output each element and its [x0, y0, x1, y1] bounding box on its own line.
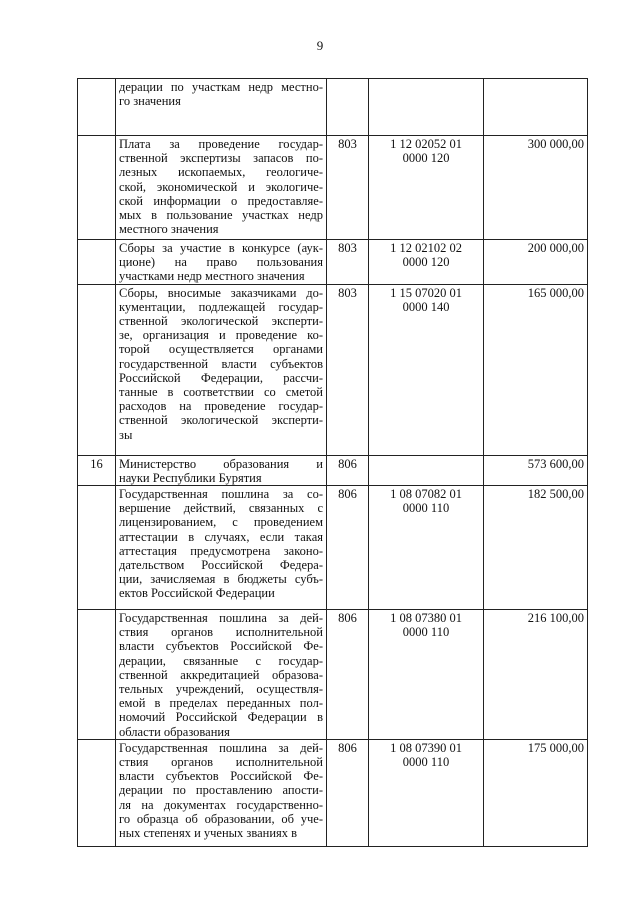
- table-row: [78, 455, 588, 485]
- revenue-name-line: науки Республики Бурятия: [119, 470, 262, 485]
- revenue-name-line: ции, зачисляемая в бюджеты субъ-: [119, 572, 323, 587]
- revenue-name-line: дательством Российской Федера-: [119, 558, 323, 573]
- revenue-name-line: зе, организация и проведение ко-: [119, 328, 323, 343]
- revenue-name-line: го значения: [119, 94, 181, 109]
- table-row: [78, 136, 588, 240]
- admin-code-cell: 803: [327, 136, 369, 240]
- revenue-name-line: аттестация предусмотрена законо-: [119, 543, 323, 558]
- revenue-name-line: ской информации о предоставляе-: [119, 193, 323, 208]
- revenue-name-line: ствия органов исполнительной: [119, 625, 323, 640]
- budget-classification-code-line: 1 08 07390 01: [390, 740, 462, 755]
- budget-classification-code-cell: [369, 486, 484, 610]
- revenue-name-line: Министерство образования и: [119, 456, 323, 471]
- amount-cell: 216 100,00: [484, 610, 588, 740]
- revenue-name-line: расходов на проведение государ-: [119, 399, 323, 414]
- budget-classification-code-line: 0000 110: [402, 755, 450, 770]
- revenue-name-cell: [116, 136, 327, 240]
- budget-classification-code-line: 1 12 02052 01: [390, 137, 462, 151]
- budget-classification-code-cell: [369, 79, 484, 136]
- revenue-name-line: кументации, подлежащей государ-: [119, 299, 323, 314]
- budget-classification-code-line: 0000 120: [402, 255, 450, 270]
- revenue-name-line: дерации по проставлению апости-: [119, 783, 323, 798]
- budget-classification-code-cell: [369, 610, 484, 740]
- revenue-name-line: Сборы, вносимые заказчиками до-: [119, 285, 323, 300]
- table-row: [78, 739, 588, 846]
- admin-code-cell: 806: [327, 486, 369, 610]
- budget-classification-code-line: 1 12 02102 02: [390, 241, 462, 255]
- revenue-name-line: Государственная пошлина за дей-: [119, 740, 323, 755]
- revenue-name-line: ектов Российской Федерации: [119, 586, 275, 601]
- row-number-cell: [78, 739, 116, 846]
- table-body: [78, 79, 588, 847]
- revenue-name-line: емой в пределах переданных пол-: [119, 696, 323, 711]
- revenue-name-line: дерации, связанные с государ-: [119, 653, 323, 668]
- admin-code-cell: [327, 79, 369, 136]
- table-row: [78, 284, 588, 455]
- revenue-name-cell: [116, 455, 327, 485]
- revenue-name-line: власти субъектов Российской Фе-: [119, 639, 323, 654]
- amount-cell: 165 000,00: [484, 284, 588, 455]
- revenue-name-line: ля на документах государственно-: [119, 797, 323, 812]
- revenue-table: [77, 78, 588, 847]
- revenue-name-line: вершение действий, связанных с: [119, 501, 323, 516]
- revenue-name-line: лицензированием, с проведением: [119, 515, 323, 530]
- budget-classification-code-line: 0000 140: [402, 299, 450, 314]
- revenue-name-line: ствия органов исполнительной: [119, 755, 323, 770]
- revenue-name-line: Государственная пошлина за дей-: [119, 611, 323, 626]
- revenue-name-line: ственной экологической эксперти-: [119, 413, 323, 428]
- table-row: [78, 486, 588, 610]
- revenue-name-line: ственной экологической эксперти-: [119, 314, 323, 329]
- admin-code-cell: 803: [327, 240, 369, 285]
- budget-classification-code-line: 0000 110: [402, 501, 450, 516]
- row-number-cell: [78, 240, 116, 285]
- revenue-name-line: ных степенях и ученых званиях в: [119, 826, 298, 841]
- table-row: [78, 240, 588, 285]
- row-number-cell: 16: [78, 455, 116, 485]
- revenue-name-line: Государственная пошлина за со-: [119, 487, 323, 502]
- table-row: [78, 79, 588, 136]
- amount-cell: 175 000,00: [484, 739, 588, 846]
- admin-code-cell: 806: [327, 455, 369, 485]
- revenue-name-line: тельных учреждений, осуществля-: [119, 682, 323, 697]
- revenue-name-line: Российской Федерации, рассчи-: [119, 370, 323, 385]
- admin-code-cell: 803: [327, 284, 369, 455]
- revenue-name-line: дерации по участкам недр местно-: [119, 80, 323, 94]
- revenue-name-cell: [116, 739, 327, 846]
- budget-classification-code-line: 1 08 07380 01: [390, 611, 462, 626]
- revenue-name-line: области образования: [119, 724, 230, 739]
- amount-cell: 182 500,00: [484, 486, 588, 610]
- budget-classification-code-cell: [369, 739, 484, 846]
- revenue-name-cell: [116, 486, 327, 610]
- page-number: 9: [316, 38, 324, 53]
- revenue-name-line: ской, экономической и экологиче-: [119, 179, 323, 194]
- row-number-cell: [78, 79, 116, 136]
- admin-code-cell: 806: [327, 610, 369, 740]
- revenue-name-line: торой осуществляется органами: [119, 342, 323, 357]
- revenue-name-line: ственной аккредитацией образова-: [119, 667, 323, 682]
- row-number-cell: [78, 610, 116, 740]
- budget-classification-code-cell: [369, 136, 484, 240]
- revenue-name-line: ционе) на право пользования: [119, 255, 323, 270]
- revenue-name-line: номочий Российской Федерации в: [119, 710, 323, 725]
- budget-classification-code-cell: [369, 455, 484, 485]
- revenue-name-line: Сборы за участие в конкурсе (аук-: [119, 241, 323, 255]
- amount-cell: 573 600,00: [484, 455, 588, 485]
- revenue-name-line: местного значения: [119, 222, 219, 237]
- budget-classification-code-line: 1 08 07082 01: [390, 487, 462, 502]
- revenue-name-line: го образца об образовании, об уче-: [119, 811, 323, 826]
- revenue-name-line: власти субъектов Российской Фе-: [119, 769, 323, 784]
- revenue-name-line: лезных ископаемых, геологиче-: [119, 165, 323, 180]
- revenue-name-line: зы: [119, 427, 133, 442]
- budget-classification-code-line: 0000 120: [402, 151, 450, 166]
- row-number-cell: [78, 284, 116, 455]
- table-row: [78, 610, 588, 740]
- revenue-name-line: Плата за проведение государ-: [119, 137, 323, 151]
- amount-cell: 200 000,00: [484, 240, 588, 285]
- revenue-name-cell: [116, 240, 327, 285]
- revenue-name-cell: [116, 610, 327, 740]
- revenue-name-line: мых в пользование участках недр: [119, 208, 323, 223]
- budget-classification-code-cell: [369, 240, 484, 285]
- amount-cell: [484, 79, 588, 136]
- revenue-name-line: ственной экспертизы запасов по-: [119, 151, 323, 166]
- revenue-name-cell: [116, 79, 327, 136]
- row-number-cell: [78, 136, 116, 240]
- revenue-name-line: участками недр местного значения: [119, 269, 305, 284]
- revenue-name-cell: [116, 284, 327, 455]
- amount-cell: 300 000,00: [484, 136, 588, 240]
- revenue-name-line: государственной власти субъектов: [119, 356, 323, 371]
- revenue-name-line: аттестации в случаях, если такая: [119, 529, 323, 544]
- revenue-name-line: танные в соответствии со сметой: [119, 385, 323, 400]
- budget-classification-code-line: 1 15 07020 01: [390, 285, 462, 300]
- budget-classification-code-line: 0000 110: [402, 625, 450, 640]
- admin-code-cell: 806: [327, 739, 369, 846]
- budget-classification-code-cell: [369, 284, 484, 455]
- row-number-cell: [78, 486, 116, 610]
